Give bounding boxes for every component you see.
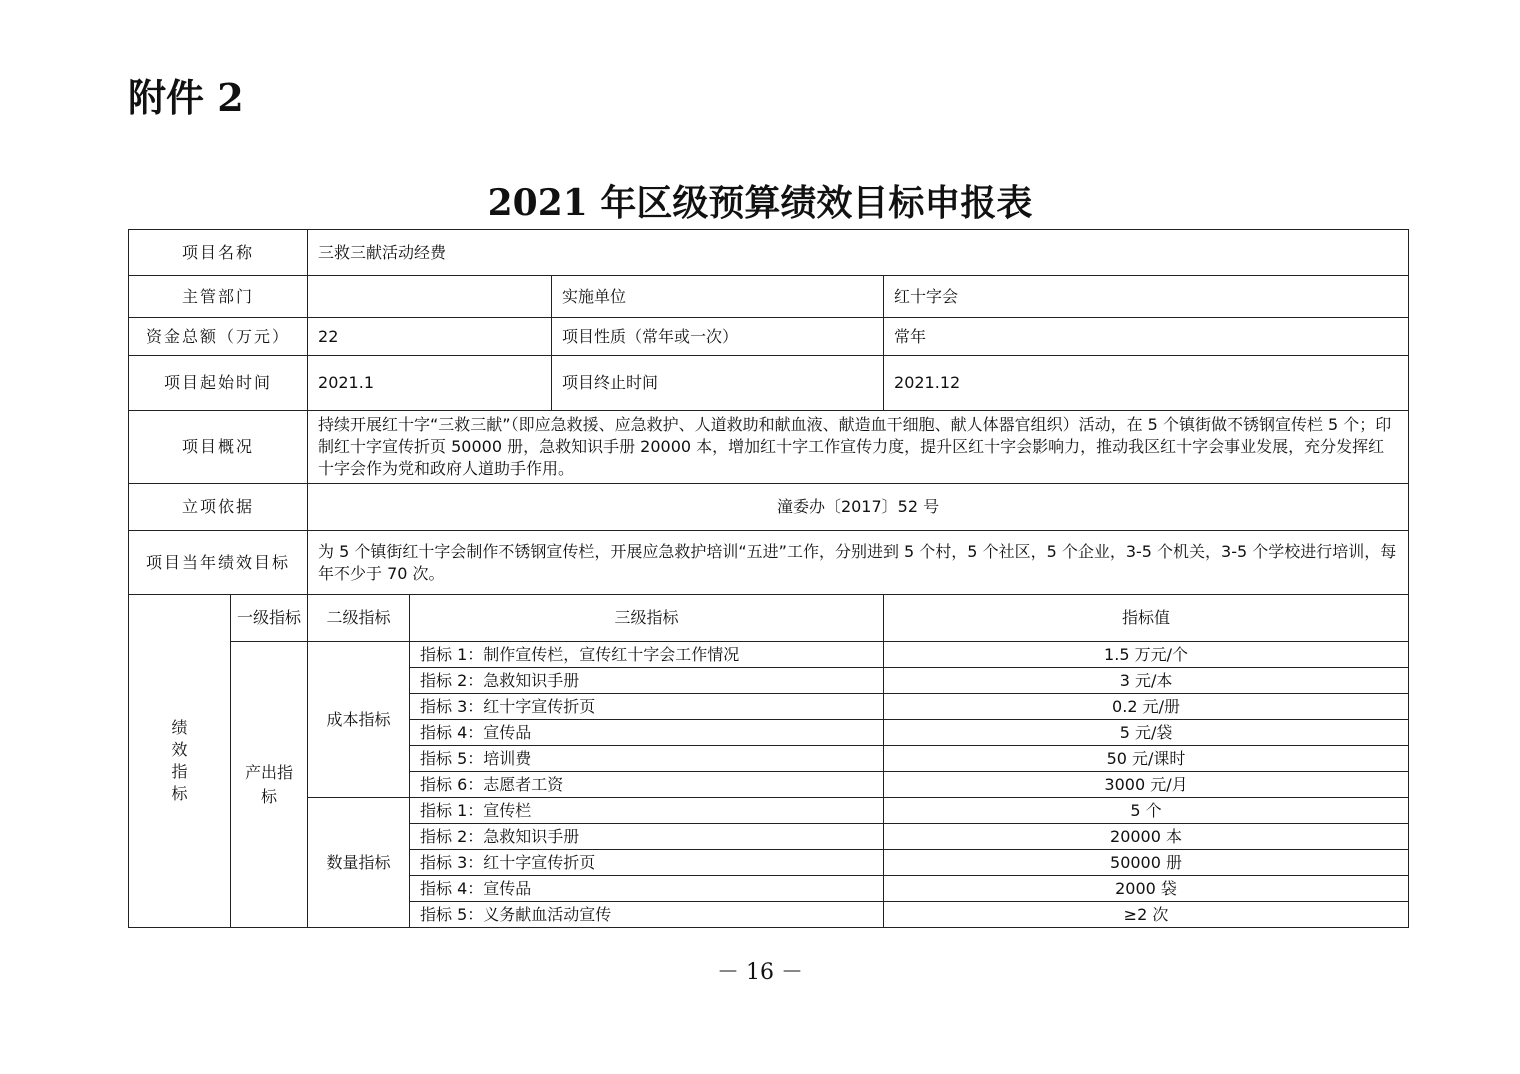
quantity-indicator-2: 指标 2：急救知识手册 xyxy=(410,824,884,850)
cost-value-1: 1.5 万元/个 xyxy=(884,642,1409,668)
fund-row xyxy=(129,318,1409,356)
cost-value-2: 3 元/本 xyxy=(884,668,1409,694)
end-time-value: 2021.12 xyxy=(884,356,1409,411)
page-title: 2021 年区级预算绩效目标申报表 xyxy=(487,182,1033,224)
level2-header: 二级指标 xyxy=(308,595,410,642)
end-time-label: 项目终止时间 xyxy=(552,356,884,411)
goal-label: 项目当年绩效目标 xyxy=(129,531,308,595)
quantity-value-2: 20000 本 xyxy=(884,824,1409,850)
cost-indicator-6: 指标 6：志愿者工资 xyxy=(410,772,884,798)
dept-row xyxy=(129,276,1409,318)
quantity-indicator-3: 指标 3：红十字宣传折页 xyxy=(410,850,884,876)
basis-value: 潼委办〔2017〕52 号 xyxy=(308,484,1409,531)
overview-label: 项目概况 xyxy=(129,411,308,484)
cost-value-6: 3000 元/月 xyxy=(884,772,1409,798)
cost-indicator-5: 指标 5：培训费 xyxy=(410,746,884,772)
project-name-value: 三救三献活动经费 xyxy=(308,230,1409,276)
fund-label: 资金总额（万元） xyxy=(129,318,308,356)
performance-indicator-label: 绩 效 指 标 xyxy=(129,595,231,928)
goal-value: 为 5 个镇街红十字会制作不锈钢宣传栏，开展应急救护培训“五进”工作，分别进到 5 个村，5 个社区，5 个企业，3-5 个机关，3-5 个学校进行培训，每年不少于 70 次。 xyxy=(308,531,1409,595)
quantity-value-1: 5 个 xyxy=(884,798,1409,824)
impl-unit-label: 实施单位 xyxy=(552,276,884,318)
impl-unit-value: 红十字会 xyxy=(884,276,1409,318)
cost-value-4: 5 元/袋 xyxy=(884,720,1409,746)
table-row xyxy=(129,642,1409,668)
dept-value xyxy=(308,276,552,318)
nature-label: 项目性质（常年或一次） xyxy=(552,318,884,356)
project-name-row xyxy=(129,230,1409,276)
overview-row xyxy=(129,411,1409,484)
start-time-value: 2021.1 xyxy=(308,356,552,411)
cost-value-5: 50 元/课时 xyxy=(884,746,1409,772)
attachment-label: 附件 2 xyxy=(128,75,244,120)
page-number: － 16 － xyxy=(717,960,803,985)
quantity-value-3: 50000 册 xyxy=(884,850,1409,876)
table-row xyxy=(129,798,1409,824)
cost-group-label: 成本指标 xyxy=(308,642,410,798)
start-time-label: 项目起始时间 xyxy=(129,356,308,411)
nature-value: 常年 xyxy=(884,318,1409,356)
quantity-indicator-5: 指标 5：义务献血活动宣传 xyxy=(410,902,884,928)
time-row xyxy=(129,356,1409,411)
budget-form-table xyxy=(128,229,1409,928)
dept-label: 主管部门 xyxy=(129,276,308,318)
basis-label: 立项依据 xyxy=(129,484,308,531)
fund-value: 22 xyxy=(308,318,552,356)
value-header: 指标值 xyxy=(884,595,1409,642)
basis-row xyxy=(129,484,1409,531)
quantity-indicator-4: 指标 4：宣传品 xyxy=(410,876,884,902)
cost-indicator-3: 指标 3：红十字宣传折页 xyxy=(410,694,884,720)
cost-indicator-4: 指标 4：宣传品 xyxy=(410,720,884,746)
cost-indicator-1: 指标 1：制作宣传栏，宣传红十字会工作情况 xyxy=(410,642,884,668)
quantity-value-5: ≥2 次 xyxy=(884,902,1409,928)
goal-row xyxy=(129,531,1409,595)
quantity-group-label: 数量指标 xyxy=(308,798,410,928)
overview-value: 持续开展红十字“三救三献”（即应急救援、应急救护、人道救助和献血液、献造血干细胞、献人体器官组织）活动，在 5 个镇街做不锈钢宣传栏 5 个；印制红十字宣传折页 50000 册，急救知识手册 20000 本，增加红十字工作宣传力度，提升区红十字会影响力，推动我区红十字会事业发展，充分发挥红十字会作为党和政府人道助手作用。 xyxy=(308,411,1409,484)
level3-header: 三级指标 xyxy=(410,595,884,642)
quantity-value-4: 2000 袋 xyxy=(884,876,1409,902)
cost-value-3: 0.2 元/册 xyxy=(884,694,1409,720)
project-name-label: 项目名称 xyxy=(129,230,308,276)
cost-indicator-2: 指标 2：急救知识手册 xyxy=(410,668,884,694)
level1-header: 一级指标 xyxy=(231,595,308,642)
quantity-indicator-1: 指标 1：宣传栏 xyxy=(410,798,884,824)
level1-output: 产出指标 xyxy=(231,642,308,928)
indicator-header-row xyxy=(129,595,1409,642)
